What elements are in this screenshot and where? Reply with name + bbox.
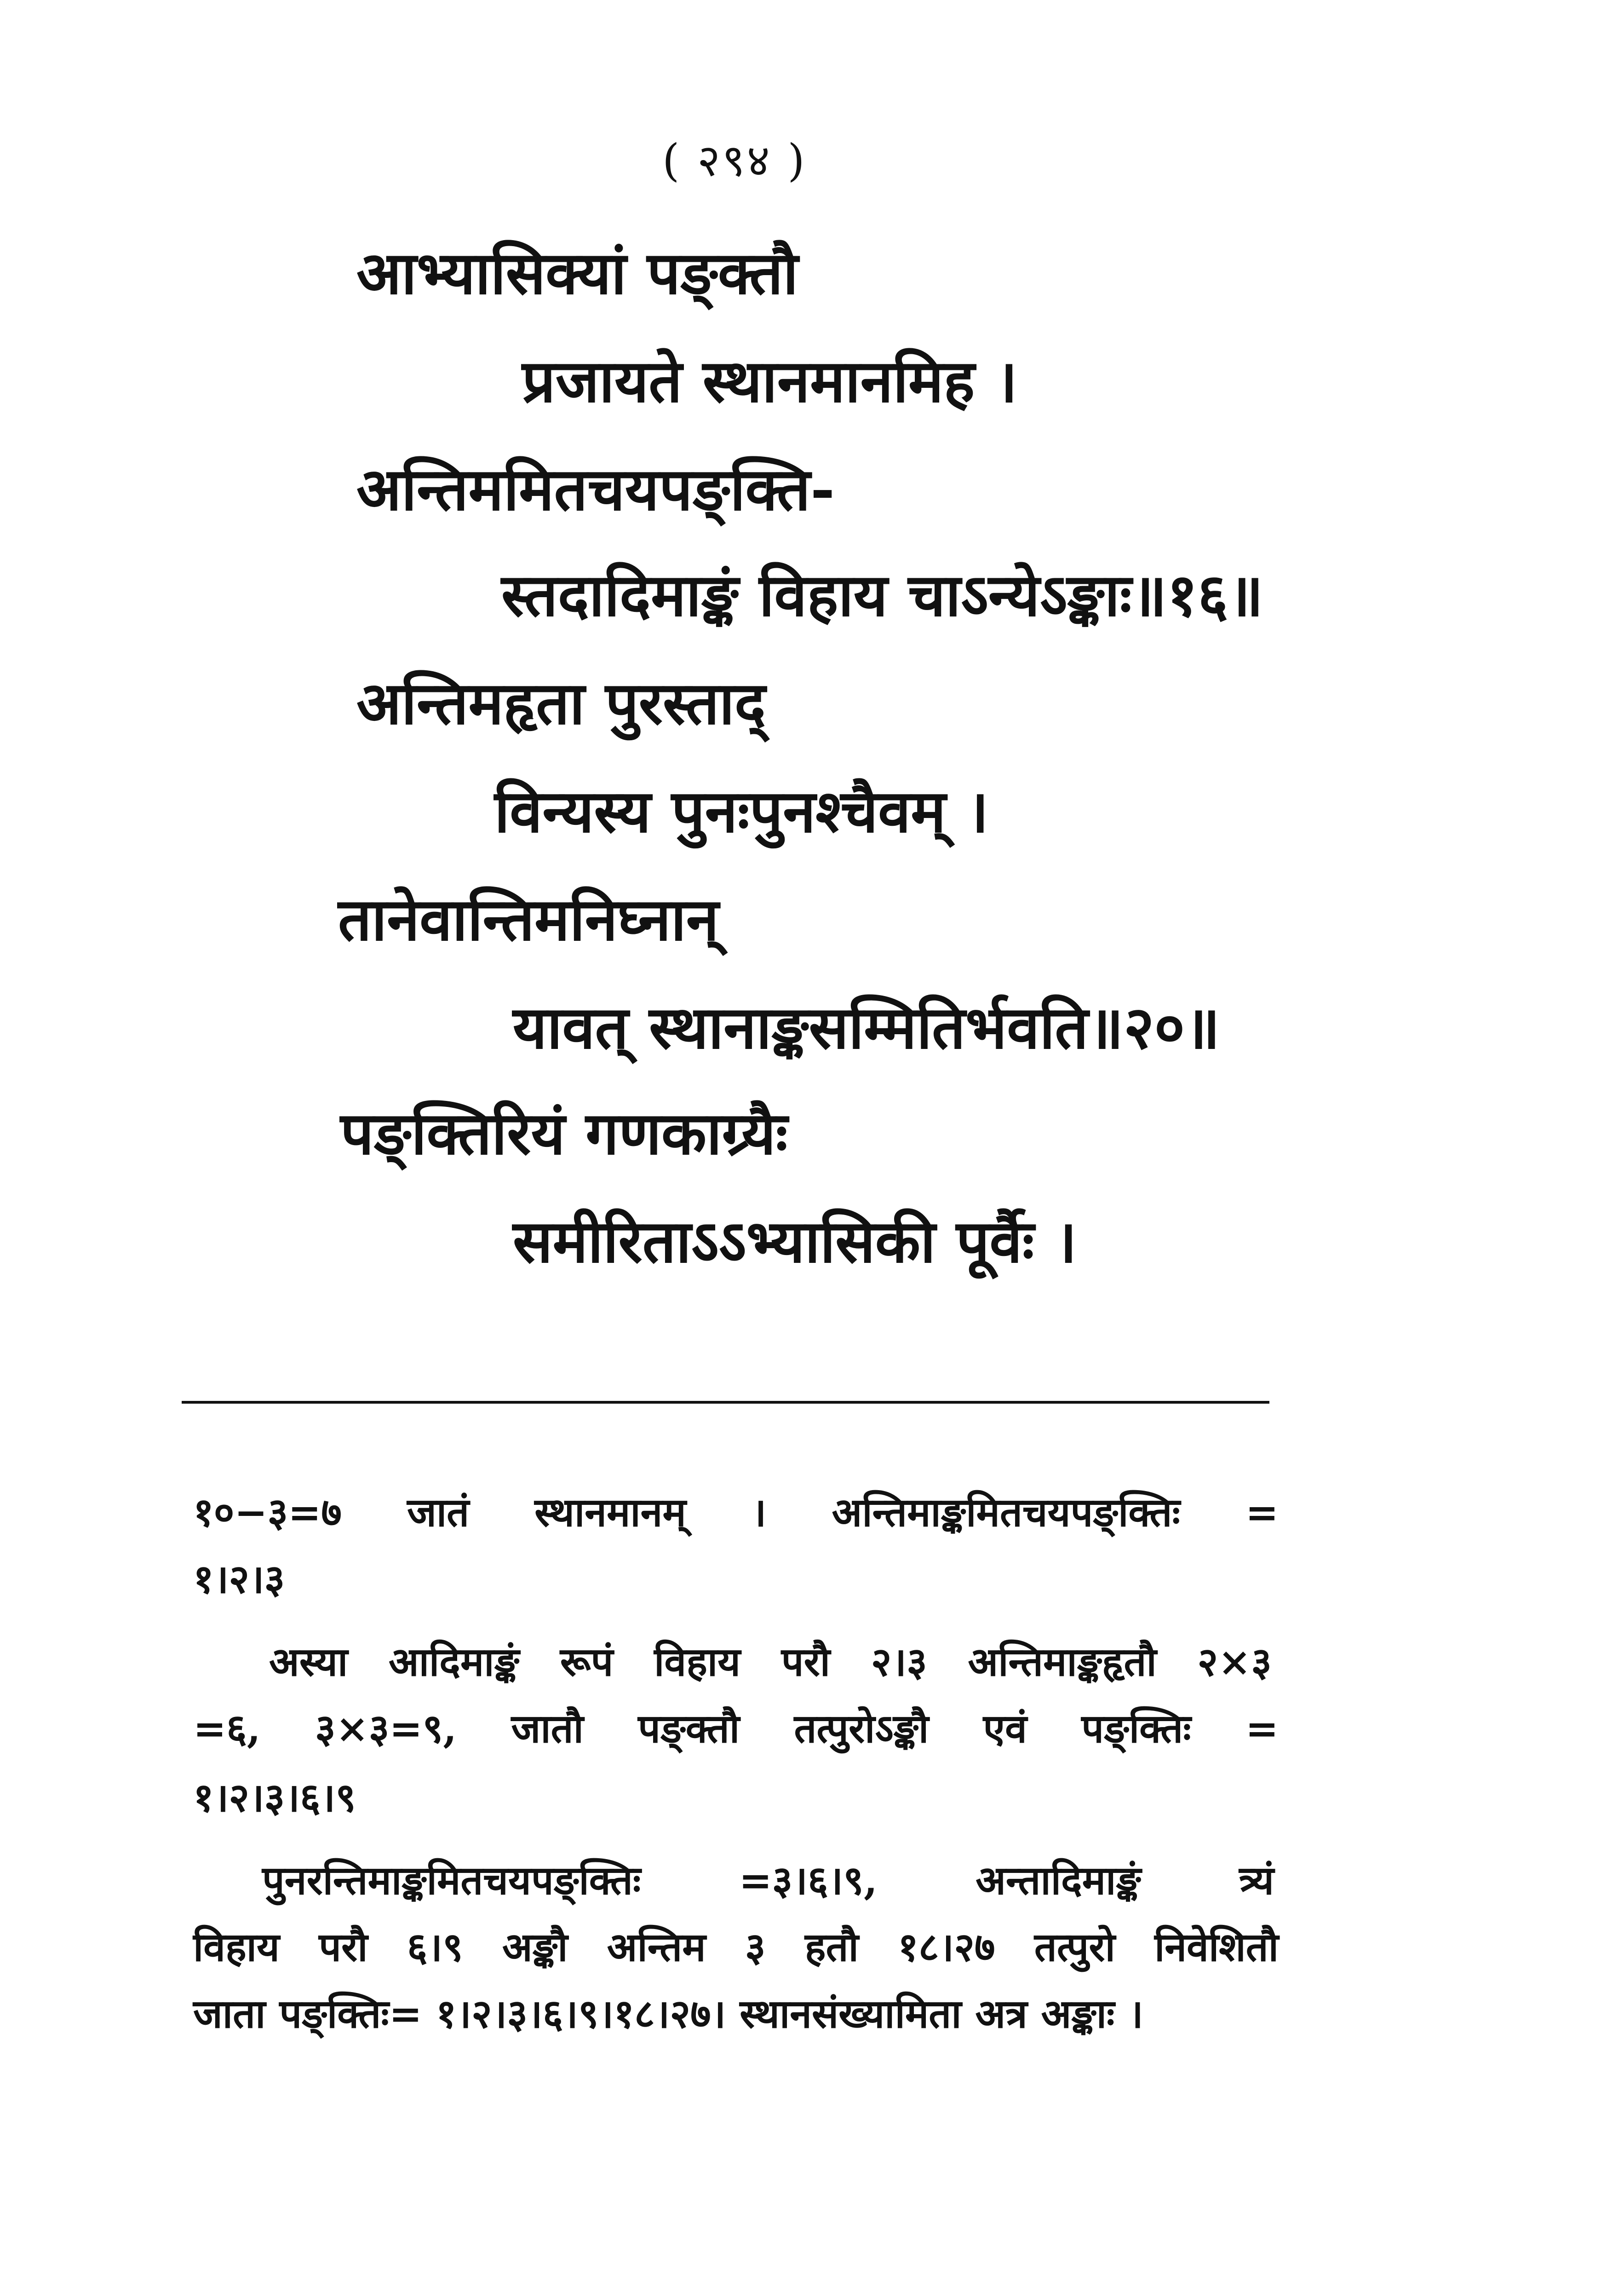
footnote-divider [182,1401,1269,1404]
note-line-3: अस्या आदिमाङ्कं रूपं विहाय परौ २।३ अन्तिमाङ्कहृतौ २×३ [269,1639,1272,1685]
verse-line-4: स्तदादिमाङ्कं विहाय चाऽन्येऽङ्काः॥१६॥ [501,561,1263,630]
note-line-8: जाता पङ्क्तिः= १।२।३।६।९।१८।२७। स्थानसंख्यामिता अत्र अङ्काः । [193,1991,1143,2037]
verse-line-3: अन्तिममितचयपङ्क्ति- [356,455,835,524]
note-line-1: १०−३=७ जातं स्थानमानम् । अन्तिमाङ्कमितचयपङ्क्तिः = [193,1489,1279,1536]
verse-line-8: यावत् स्थानाङ्कसम्मितिर्भवति॥२०॥ [513,993,1220,1062]
verse-line-2: प्रजायते स्थानमानमिह । [522,347,1018,416]
verse-line-10: समीरिताऽऽभ्यासिकी पूर्वैः । [513,1207,1077,1276]
note-line-6: पुनरन्तिमाङ्कमितचयपङ्क्तिः =३।६।९, अन्तादिमाङ्कं त्र्यं [262,1857,1274,1904]
note-line-4: =६, ३×३=९, जातौ पङ्क्तौ तत्पुरोऽङ्कौ एवं पङ्क्तिः = [193,1705,1279,1752]
verse-line-5: अन्तिमहृता पुरस्ताद् [356,669,766,738]
page-number: ( २९४ ) [662,135,807,186]
verse-line-7: तानेवान्तिमनिघ्नान् [338,885,719,954]
note-line-7: विहाय परौ ६।९ अङ्कौ अन्तिम ३ हतौ १८।२७ तत्पुरो निवेशितौ [193,1924,1279,1970]
note-line-5: १।२।३।६।९ [193,1774,356,1821]
verse-line-6: विन्यस्य पुनःपुनश्चैवम् । [494,777,989,846]
verse-line-9: पङ्क्तिरियं गणकाग्र्यैः [340,1099,788,1168]
note-line-2: १।२।३ [193,1556,285,1602]
verse-line-1: आभ्यासिक्यां पङ्क्तौ [356,239,798,308]
